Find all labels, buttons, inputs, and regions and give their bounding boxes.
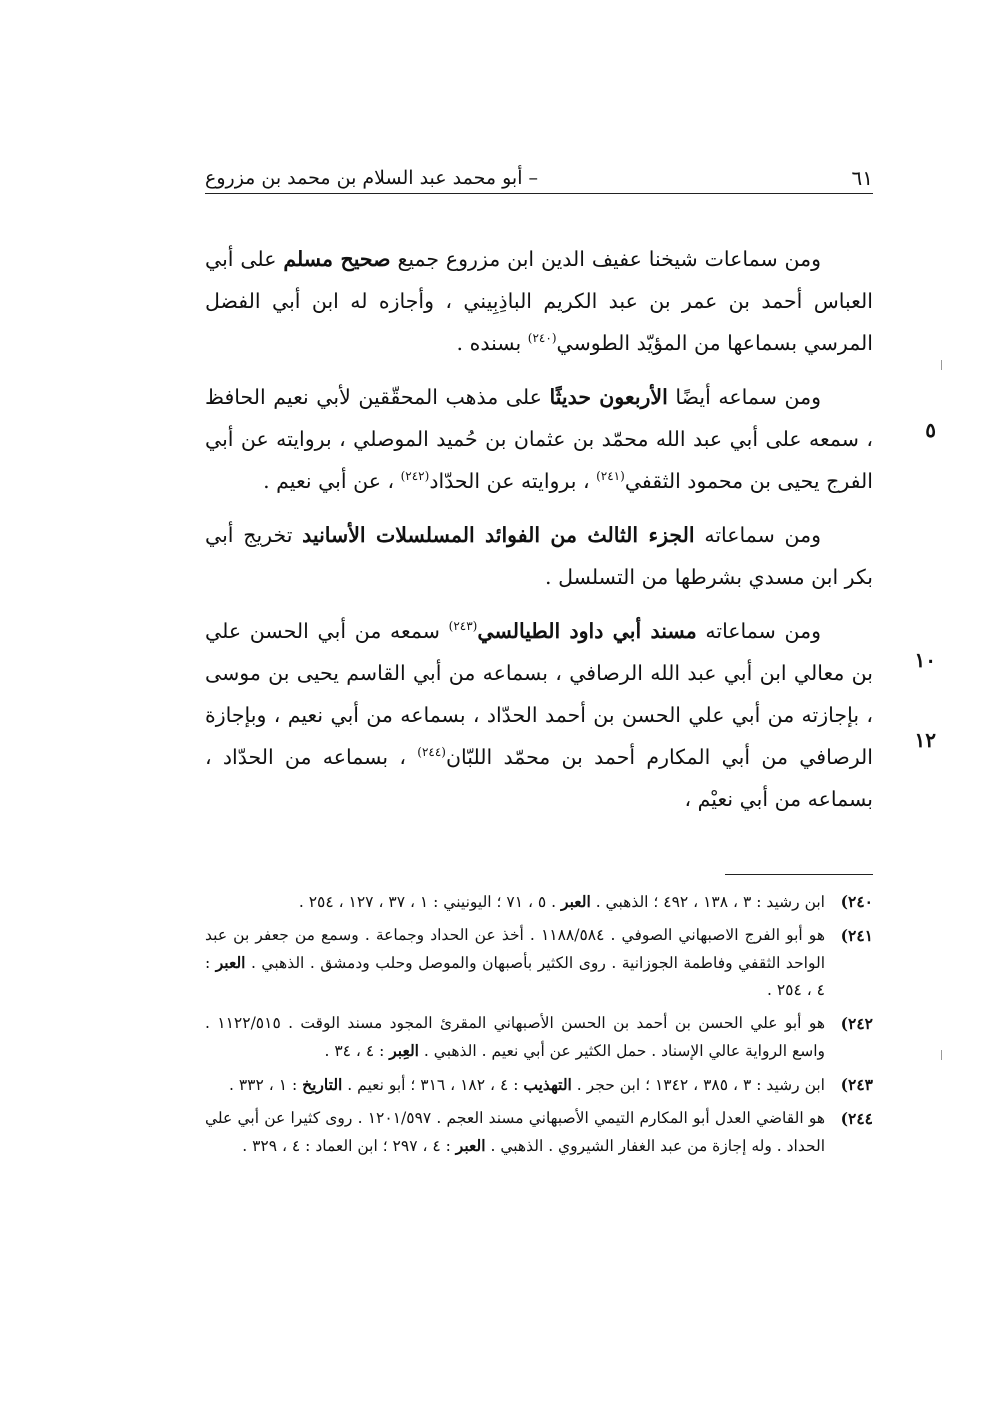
running-title: – أبو محمد عبد السلام بن محمد بن مزروع [205,167,539,189]
header-rule [205,193,873,194]
text-run: هو أبو الفرج الاصبهاني الصوفي . ١١٨٨/٥٨٤ . أخذ عن الحداد وجماعة . وسمع من جعفر بن عبد الواحد الثقفي وفاطمة الجوزانية . روى الكثير بأصبهان والموصل وحلب ودمشق . الذهبي . [205,926,825,972]
footnote-text [205,1105,825,1160]
footnote-number: ٢٤٤) [840,1109,873,1128]
text-run: ومن سماعات شيخنا عفيف الدين ابن مزروع جميع [390,247,821,271]
text-run: ومن سماعه أيضًا [667,385,821,409]
text-run: ومن سماعاته [694,523,822,547]
footnote-text [205,888,825,916]
page-number: ٦١ [851,166,873,190]
text-run: تخريج أبي بكر ابن مسدي بشرطها من التسلسل . [205,523,873,589]
source-title: العِبر [389,1041,419,1060]
text-run: : ١ ، ٣٣٢ . [229,1076,303,1094]
footnote-243 [205,1071,873,1099]
footnote-244 [205,1105,873,1160]
footnote-number: ٢٤٣) [840,1075,873,1094]
paragraph-sahih-muslim [205,238,873,364]
footnote-ref: (٢٤٤) [417,745,446,760]
text-run: هو أبو علي الحسن بن أحمد بن الحسن الأصبهاني المقرئ المجود مسند الوقت . ١١٢٢/٥١٥ . واسع الرواية عالي الإسناد . حمل الكثير عن أبي نعيم . الذهبي . [205,1014,825,1060]
footnote-ref: (٢٤٢) [400,469,430,484]
line-number-12: ١٢ [914,728,936,752]
footnote-text [205,1010,825,1065]
line-number-10: ١٠ [914,648,936,672]
source-title: العبر [561,892,591,911]
source-title: العبر [455,1136,486,1155]
footnotes [205,888,873,1166]
footnote-number: ٢٤١) [840,926,873,945]
text-run: ، عن أبي نعيم . [263,469,401,493]
book-title: صحيح مسلم [283,247,391,271]
text-run: ومن سماعاته [696,619,821,643]
footnote-text [205,1071,825,1099]
text-run: ، بسماعه من الحدّاد ، بسماعه من أبي نعيْم ، [205,745,873,811]
text-run: بسنده . [456,331,528,355]
source-title: التهذيب [523,1075,572,1094]
footnote-rule [725,874,873,875]
source-title: التاريخ [302,1075,343,1094]
text-run: ، بروايته عن الحدّاد [429,469,597,493]
text-run: : ٤ ، ٢٥٤ . [205,954,825,999]
paragraph-musnad-tayalisi [205,610,873,820]
main-text [205,238,873,832]
scan-mark [941,360,942,370]
footnote-text [205,922,825,1004]
text-run: على مذهب المحقّقين لأبي نعيم الحافظ ، سمعه على أبي عبد الله محمّد بن عثمان بن حُميد الموصلي ، بروايته عن أبي الفرج يحيى بن محمود الثقفي [205,385,873,493]
book-title: الأربعون حديثًا [549,385,668,409]
line-number-5: ٥ [925,418,936,442]
source-title: العبر [215,953,246,972]
book-title: مسند أبي داود الطيالسي [477,619,697,643]
footnote-242 [205,1010,873,1065]
footnote-ref: (٢٤٣) [448,619,478,634]
book-title: الجزء الثالث من الفوائد المسلسلات الأسانيد [302,523,695,547]
scan-mark [941,1050,942,1060]
paragraph-arbaoun [205,376,873,502]
text-run: ابن رشيد : ٣ ، ١٣٨ ، ٤٩٢ ؛ الذهبي . [590,893,825,911]
text-run: على أبي العباس أحمد بن عمر بن عبد الكريم الباذِبِيني ، وأجازه له ابن أبي الفضل المرسي بسماعها من المؤيّد الطوسي [205,247,873,355]
text-run: . ٥ ، ٧١ ؛ اليونيني : ١ ، ٣٧ ، ١٢٧ ، ٢٥٤ . [298,893,562,911]
footnote-ref: (٢٤٠) [527,331,557,346]
footnote-number: ٢٤٢) [840,1014,873,1033]
text-run: هو القاضي العدل أبو المكارم التيمي الأصبهاني مسند العجم . ١٢٠١/٥٩٧ . روى كثيرا عن أبي علي الحداد . وله إجازة من عبد الغفار الشيروي . الذهبي . [205,1109,826,1155]
footnote-number: ٢٤٠) [840,892,873,911]
text-run: سمعه من أبي الحسن علي بن معالي ابن أبي عبد الله الرصافي ، بسماعه من أبي القاسم يحيى بن موسى ، بإجازته من أبي علي الحسن بن أحمد الحدّاد ، بسماعه من أبي نعيم ، وبإجازة الرصافي من أبي المكارم أحمد بن محمّد اللبّان [205,619,874,769]
page-header [205,160,873,196]
paragraph-musalsalat [205,514,873,598]
footnote-240 [205,888,873,916]
footnote-ref: (٢٤١) [596,469,625,484]
text-run: : ٤ ، ٢٩٧ ؛ ابن العماد : ٤ ، ٣٢٩ . [242,1137,456,1155]
text-run: : ٤ ، ١٨٢ ، ٣١٦ ؛ أبو نعيم . [342,1076,524,1094]
text-run: : ٤ ، ٣٤ . [324,1042,390,1060]
text-run: ابن رشيد : ٣ ، ٣٨٥ ، ١٣٤٢ ؛ ابن حجر . [571,1076,825,1094]
footnote-241 [205,922,873,1004]
